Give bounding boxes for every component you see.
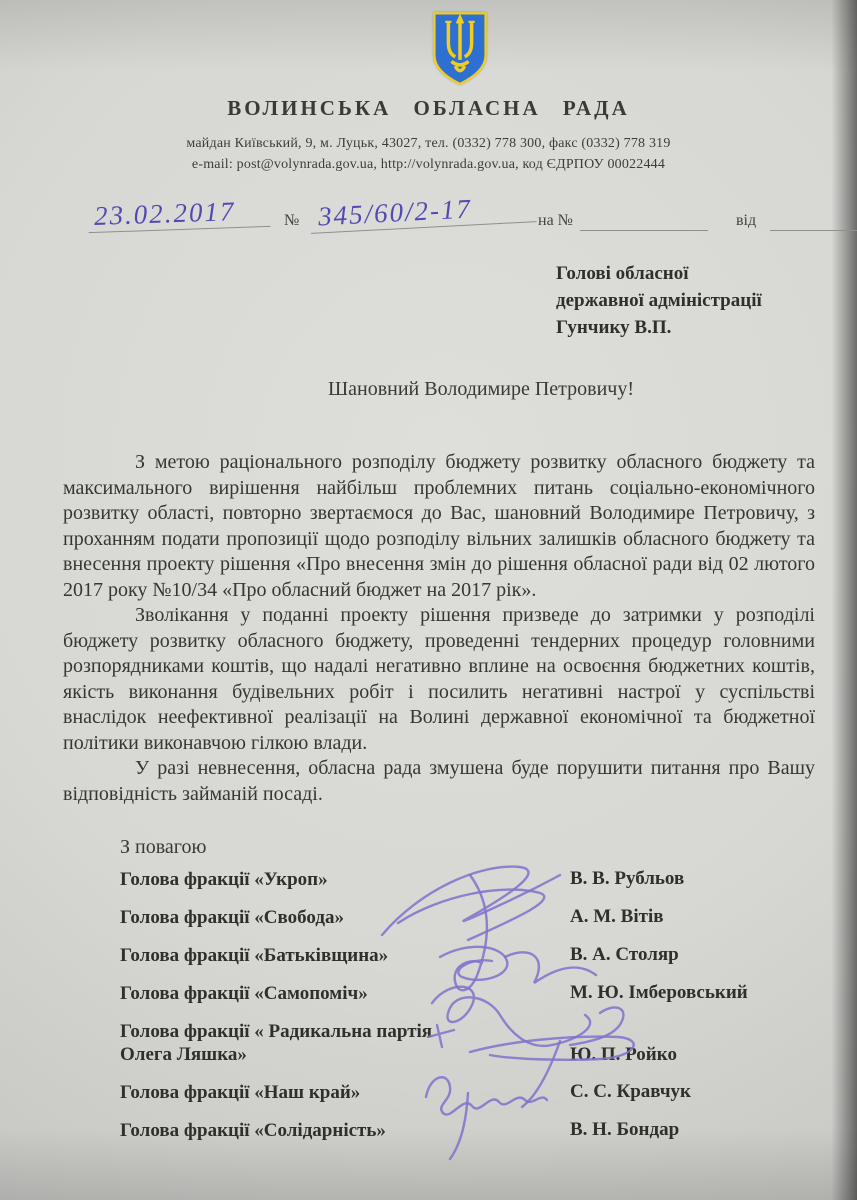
faction-head-label: Голова фракції «Укроп» <box>120 869 328 890</box>
signer-name: С. С. Кравчук <box>570 1081 691 1102</box>
number-sign-label: № <box>284 212 300 229</box>
from-date-label: від <box>736 212 757 229</box>
signature-row <box>120 982 820 1005</box>
body-paragraph-3: У разі невнесення, обласна рада змушена буде порушити питання про Вашу відповідність займаній посаді. <box>63 757 815 805</box>
body-paragraph-2: Зволікання у поданні проекту рішення призведе до затримки у розподілі бюджету розвитку обласного бюджету, проведенні тендерних процедур головними розпорядниками коштів, що надалі негативно вплине на освоєння бюджетних коштів, якість виконання будівельних робіт і посилить негативні настрої у суспільстві внаслідок неефективної реалізації на Волині державної економічної та бюджетної політики виконавчою гілкою влади. <box>63 604 815 754</box>
faction-head-label: Голова фракції «Самопоміч» <box>120 983 368 1004</box>
handwritten-date: 23.02.2017 <box>87 195 270 233</box>
signer-name: Ю. П. Ройко <box>570 1044 677 1065</box>
signature-row <box>120 1119 820 1142</box>
address-line-2: e-mail: post@volynrada.gov.ua, http://volynrada.gov.ua, код ЄДРПОУ 00022444 <box>191 157 666 172</box>
faction-head-label: Голова фракції «Батьківщина» <box>120 945 389 966</box>
addressee-block <box>556 260 826 341</box>
letter-body <box>63 450 815 807</box>
signer-name: В. Н. Бондар <box>570 1119 680 1140</box>
organization-name: ВОЛИНСЬКА ОБЛАСНА РАДА <box>227 96 630 120</box>
address-line-1: майдан Київський, 9, м. Луцьк, 43027, тел. (0332) 778 300, факс (0332) 778 319 <box>186 136 671 151</box>
signer-name: В. В. Рубльов <box>570 868 685 889</box>
in-reply-to-blank-line <box>580 212 708 231</box>
faction-head-label: Голова фракції «Свобода» <box>120 907 344 928</box>
from-date-blank-line <box>770 212 857 231</box>
signer-name: В. А. Столяр <box>570 944 679 965</box>
signature-row <box>120 906 820 929</box>
signer-name: А. М. Вітів <box>570 906 664 927</box>
signature-row <box>120 944 820 967</box>
body-paragraph-1: З метою раціонального розподілу бюджету розвитку обласного бюджету та максимального вирішення найбільш проблемних питань соціально-економічного розвитку області, повторно звертаємося до Вас, шановний Володимире Петровичу, з проханням подати пропозиції щодо розподілу вільних залишків обласного бюджету та внесення проекту рішення «Про внесення змін до рішення обласної ради від 02 лютого 2017 року №10/34 «Про обласний бюджет на 2017 рік». <box>63 451 815 601</box>
signature-block <box>120 868 820 1157</box>
addressee-line-2: державної адміністрації <box>556 290 762 311</box>
faction-head-label: Голова фракції «Наш край» <box>120 1082 361 1103</box>
ukraine-trident-emblem-icon <box>429 10 491 88</box>
signer-name: М. Ю. Імберовський <box>570 982 748 1003</box>
in-reply-to-label: на № <box>538 212 573 229</box>
handwritten-doc-number: 345/60/2-17 <box>309 190 536 234</box>
signature-row <box>120 1020 820 1066</box>
faction-head-label: Голова фракції «Солідарність» <box>120 1120 386 1141</box>
signature-row <box>120 1081 820 1104</box>
emblem-container <box>0 10 857 93</box>
reference-line <box>88 193 818 236</box>
salutation: Шановний Володимире Петровичу! <box>327 378 635 400</box>
signature-row <box>120 868 820 891</box>
faction-head-label: Голова фракції « Радикальна партія Олега Ляшка» <box>120 1021 433 1065</box>
closing-phrase: З повагою <box>120 836 207 858</box>
addressee-line-1: Голові обласної <box>556 263 689 284</box>
addressee-line-3: Гунчику В.П. <box>556 317 672 338</box>
